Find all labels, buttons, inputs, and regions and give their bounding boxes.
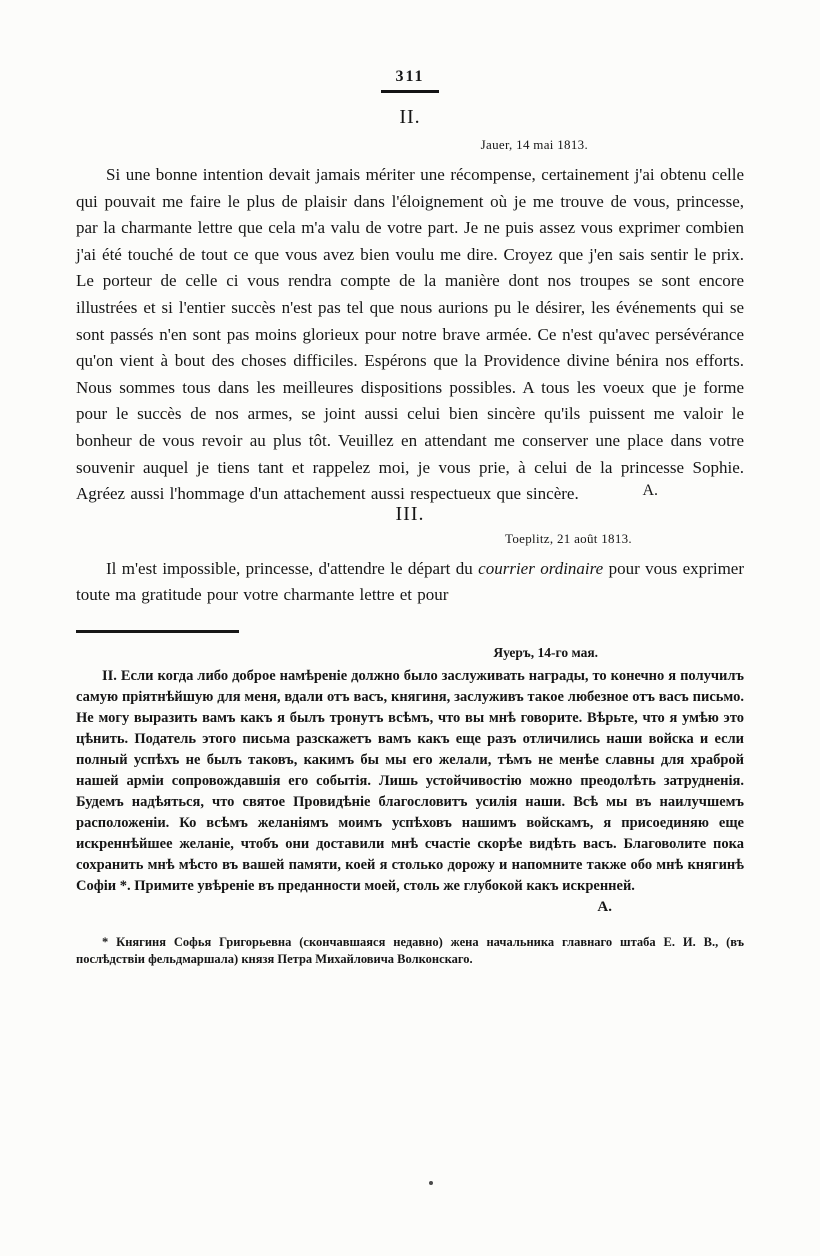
letter-iii-body-start: Il m'est impossible, princesse, d'attendre le départ du bbox=[106, 558, 479, 578]
letter-ii-body: Si une bonne intention devait jamais mériter une récompense, certainement j'ai obtenu celle qui pouvait me faire le plus de plaisir dans l'éloignement où je me trouve de vous, princesse, par la charmante lettre que cela m'a valu de votre part. Je ne puis assez vous exprimer combien j'ai été touché de tout ce que vous avez bien voulu me dire. Croyez que j'en sais sentir le prix. Le porteur de celle ci vous rendra compte de la manière dont nos troupes se sont encore illustrées et si l'entier succès n'est pas tel que nous aurions pu le désirer, les événements qui se sont passés n'en sont pas moins glorieux pour notre brave armée. Ce n'est qu'avec persévérance qu'on vient à bout des choses difficiles. Espérons que la Providence divine bénira nos efforts. Nous sommes tous dans les meilleures dispositions possibles. A tous les voeux que je forme pour le succès de nos armes, se joint aussi celui bien sincère qu'ils puissent me valoir le bonheur de vous revoir au plus tôt. Veuillez en attendant me conserver une place dans votre souvenir auquel je tiens tant et rappelez moi, je vous prie, à celui de la princesse Sophie. Agréez aussi l'hommage d'un attachement aussi respectueux que sincère. bbox=[76, 165, 744, 504]
page-header bbox=[76, 68, 744, 93]
page-number: 311 bbox=[381, 68, 438, 93]
letter-ii-heading: II. bbox=[399, 106, 421, 128]
letter-iii-body-italic: courrier ordinaire bbox=[478, 558, 604, 578]
letter-iii-dateline: Toeplitz, 21 août 1813. bbox=[505, 530, 632, 546]
translation-body: II. Если когда либо доброе намѣреніе должно было заслуживать награды, то конечно я получилъ самую пріятнѣйшую для меня, вдали отъ васъ, княгиня, заслуживъ такое любезное отъ васъ письмо. Не могу выразить вамъ какъ я былъ тронутъ всѣмъ, что вы мнѣ говорите. Вѣрьте, что я умѣю это цѣнить. Податель этого письма разскажетъ вамъ какъ еще разъ отличились наши войска и если полный успѣхъ не былъ таковъ, какимъ бы мы его желали, тѣмъ не менѣе славны для храброй нашей арміи сопровождавшія его событія. Лишь устойчивостію можно преодолѣть затрудненія. Будемъ надѣяться, что святое Провидѣніе благословитъ усилія наши. Всѣ мы въ наилучшемъ расположеніи. Ко всѣмъ желаніямъ моимъ успѣховъ нашимъ войскамъ, я присоединяю еще искреннѣйшее желаніе, чтобъ они доставили мнѣ счастіе скорѣе видѣть васъ. Благоволите пока сохранить мнѣ мѣсто въ вашей памяти, коей я столько дорожу и напомните также обо мнѣ княгинѣ Софіи *. Примите увѣреніе въ преданности моей, столь же глубокой какъ искренней. bbox=[76, 667, 744, 894]
translation-signature: А. bbox=[597, 898, 612, 915]
letter-iii-body-end: pour vous exprimer toute ma gratitude pour votre charmante lettre et pour bbox=[76, 558, 744, 605]
footnote-text: * Княгиня Софья Григорьевна (скончавшаяся недавно) жена начальника главнаго штаба Е. И. В., (въ послѣдствіи фельдмаршала) князя Петра Михайловича Волконскаго. bbox=[76, 934, 744, 966]
page-speck bbox=[429, 1181, 433, 1185]
letter-iii-heading: III. bbox=[395, 502, 425, 525]
letter-ii-dateline: Jauer, 14 mai 1813. bbox=[480, 137, 588, 152]
footnote-separator-rule bbox=[76, 630, 239, 633]
letter-ii-signature: A. bbox=[642, 481, 658, 499]
letter-iii-body bbox=[76, 556, 744, 609]
translation-dateline: Яуеръ, 14-го мая. bbox=[493, 644, 598, 660]
